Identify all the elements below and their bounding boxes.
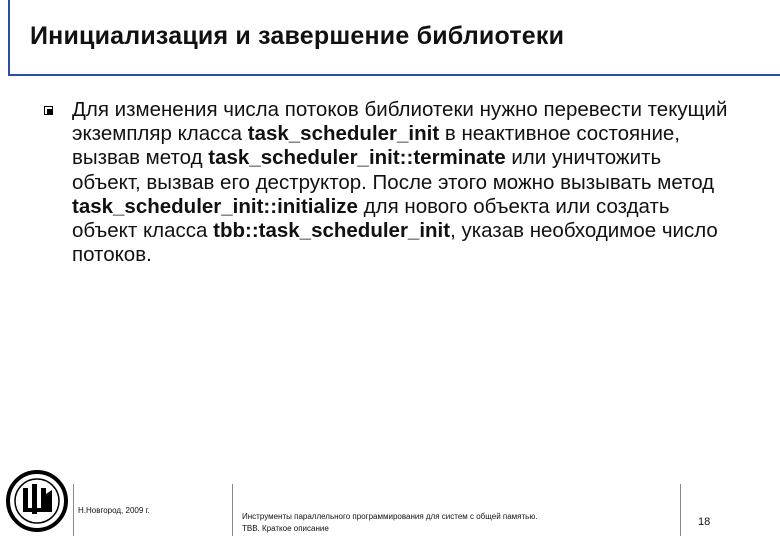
bullet-text bbox=[72, 98, 732, 267]
text-run: для нового объекта или создать объект класса bbox=[72, 194, 670, 243]
course-line: Инструменты параллельного программирования для систем с общей памятью. bbox=[242, 512, 538, 521]
course-line: TBB. Краткое описание bbox=[242, 524, 329, 533]
text-run: в неактивное состояние, вызвав метод bbox=[72, 122, 680, 170]
university-logo-icon bbox=[6, 470, 68, 532]
code-term: tbb::task_scheduler_init bbox=[213, 219, 451, 243]
footer-city-year: Н.Новгород, 2009 г. bbox=[78, 506, 150, 515]
footer-divider bbox=[680, 484, 681, 536]
square-bullet-icon bbox=[44, 106, 53, 115]
code-term: task_scheduler_init::terminate bbox=[208, 146, 506, 170]
footer-divider bbox=[232, 484, 233, 536]
code-term: task_scheduler_init bbox=[247, 122, 440, 146]
text-run: Для изменения числа потоков библиотеки нужно перевести текущий экземпляр класса bbox=[72, 98, 728, 146]
footer-course-title bbox=[242, 511, 672, 535]
code-term: task_scheduler_init::initialize bbox=[72, 194, 358, 218]
page-number: 18 bbox=[698, 516, 711, 528]
text-run: , указав необходимое число потоков. bbox=[72, 219, 718, 267]
footer-divider bbox=[73, 484, 74, 536]
text-run: или уничтожить объект, вызвав его деструктор. После этого можно вызывать метод bbox=[72, 146, 715, 194]
slide-title: Инициализация и завершение библиотеки bbox=[30, 22, 565, 50]
